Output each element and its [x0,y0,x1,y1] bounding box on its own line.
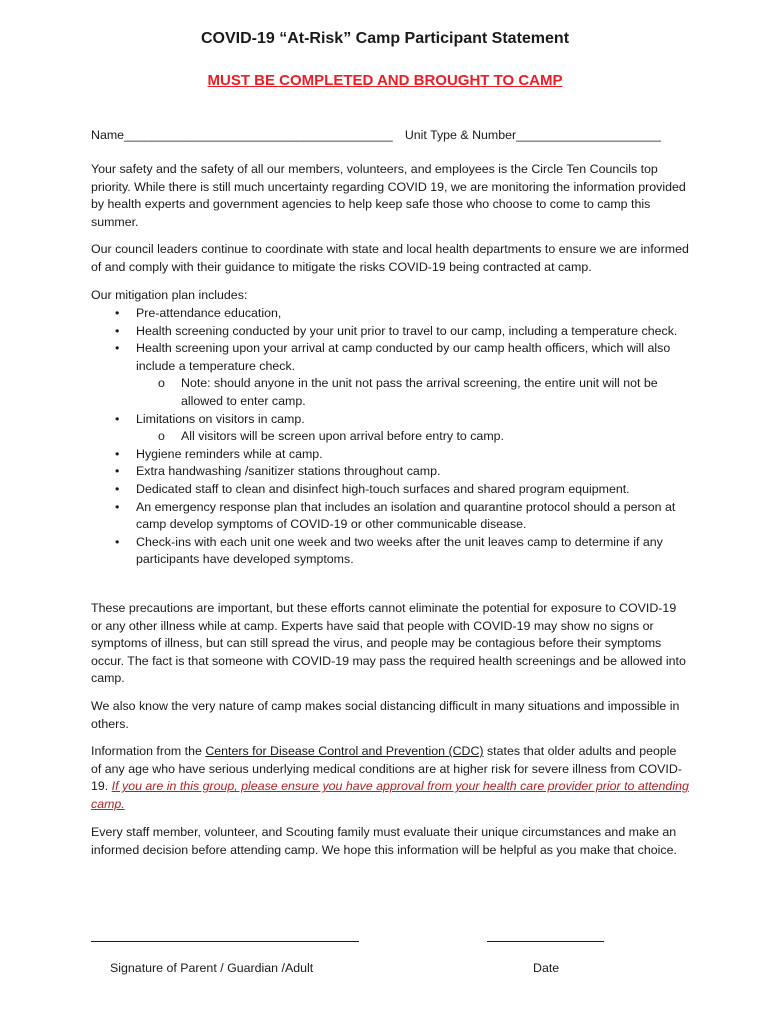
bullet-icon: • [115,499,120,514]
provider-approval-note: If you are in this group, please ensure you have approval from your health care provider prior to attending camp. [91,779,689,811]
paragraph-distancing: We also know the very nature of camp makes social distancing difficult in many situations and impossible in others. [91,699,680,731]
list-item: • Pre-attendance education, [91,305,691,323]
sub-list-item: o Note: should anyone in the unit not pass the arrival screening, the entire unit will not be allowed to enter camp. [158,376,658,408]
bullet-icon: • [115,306,120,320]
signature-line[interactable] [91,941,359,942]
list-item: • Check-ins with each unit one week and two weeks after the unit leaves camp to determine if any participants have developed symptoms. [115,534,663,567]
list-item: • An emergency response plan that includes an isolation and quarantine protocol should a person at camp develop symptoms of COVID-19 or other communicable disease. [115,499,676,532]
bullet-icon: • [115,534,120,549]
paragraph-cdc: Information from the Centers for Disease Control and Prevention (CDC) states that older adults and people of any age who have serious underlying medical conditions are at higher risk for severe illness from COVID-19. If you are in this group, please ensure you have approval from your health care provider prior to attending camp. [91,744,689,811]
plan-intro: Our mitigation plan includes: [91,288,248,302]
name-field[interactable]: Name_______________________________________ [91,128,393,142]
sub-list [136,375,691,410]
bullet-icon: • [115,446,120,461]
name-unit-row [91,127,691,144]
bullet-icon: • [115,323,120,338]
list-item: • Extra handwashing /sanitizer stations throughout camp. [91,463,691,481]
sub-list [136,428,691,446]
document-title: COVID-19 “At-Risk” Camp Participant Statement [200,30,570,47]
list-item: • Health screening upon your arrival at camp conducted by our camp health officers, which will also include a temperature check. o Note: should anyone in the unit not pass the arrival screening, the entire unit will not be allowed to enter camp. [91,340,691,410]
mitigation-list [91,305,691,569]
unit-field[interactable]: Unit Type & Number_____________________ [404,128,661,142]
bullet-icon: • [115,341,120,356]
bullet-icon: • [115,464,120,479]
paragraph-council: Our council leaders continue to coordinate with state and local health departments to ensure we are informed of and comply with their guidance to mitigate the risks COVID-19 being contracted at camp. [91,242,689,274]
date-line[interactable] [487,941,604,942]
list-item: • Health screening conducted by your unit prior to travel to our camp, including a temperature check. [91,323,691,341]
circle-bullet-icon: o [158,376,165,391]
paragraph-precautions: These precautions are important, but these efforts cannot eliminate the potential for exposure to COVID-19 or any other illness while at camp. Experts have said that people with COVID-19 may show no signs or symptoms of illness, but can still spread the virus, and people may be contagious before their symptoms occur. The fact is that someone with COVID-19 may pass the required health screenings and be allowed into camp. [91,601,686,686]
paragraph-decision: Every staff member, volunteer, and Scouting family must evaluate their unique circumstances and make an informed decision before attending camp. We hope this information will be helpful as you make that choice. [91,825,677,857]
cdc-link[interactable]: Centers for Disease Control and Prevention (CDC) [205,744,484,758]
bullet-icon: • [115,481,120,496]
document-subtitle: MUST BE COMPLETED AND BROUGHT TO CAMP [207,72,563,89]
list-item: • Hygiene reminders while at camp. [91,446,691,464]
list-item: • Limitations on visitors in camp. o All visitors will be screen upon arrival before entry to camp. [91,411,691,446]
circle-bullet-icon: o [158,429,165,444]
sub-list-item: o All visitors will be screen upon arrival before entry to camp. [136,428,691,446]
list-item: • Dedicated staff to clean and disinfect high-touch surfaces and shared program equipment. [91,481,691,499]
date-label: Date [533,961,560,975]
signature-label: Signature of Parent / Guardian /Adult [110,961,314,975]
paragraph-safety: Your safety and the safety of all our members, volunteers, and employees is the Circle Ten Councils top priority. While there is still much uncertainty regarding COVID 19, we are monitoring the information provided by health experts and government agencies to help keep safe those who choose to come to camp this summer. [91,162,686,229]
bullet-icon: • [115,411,120,426]
